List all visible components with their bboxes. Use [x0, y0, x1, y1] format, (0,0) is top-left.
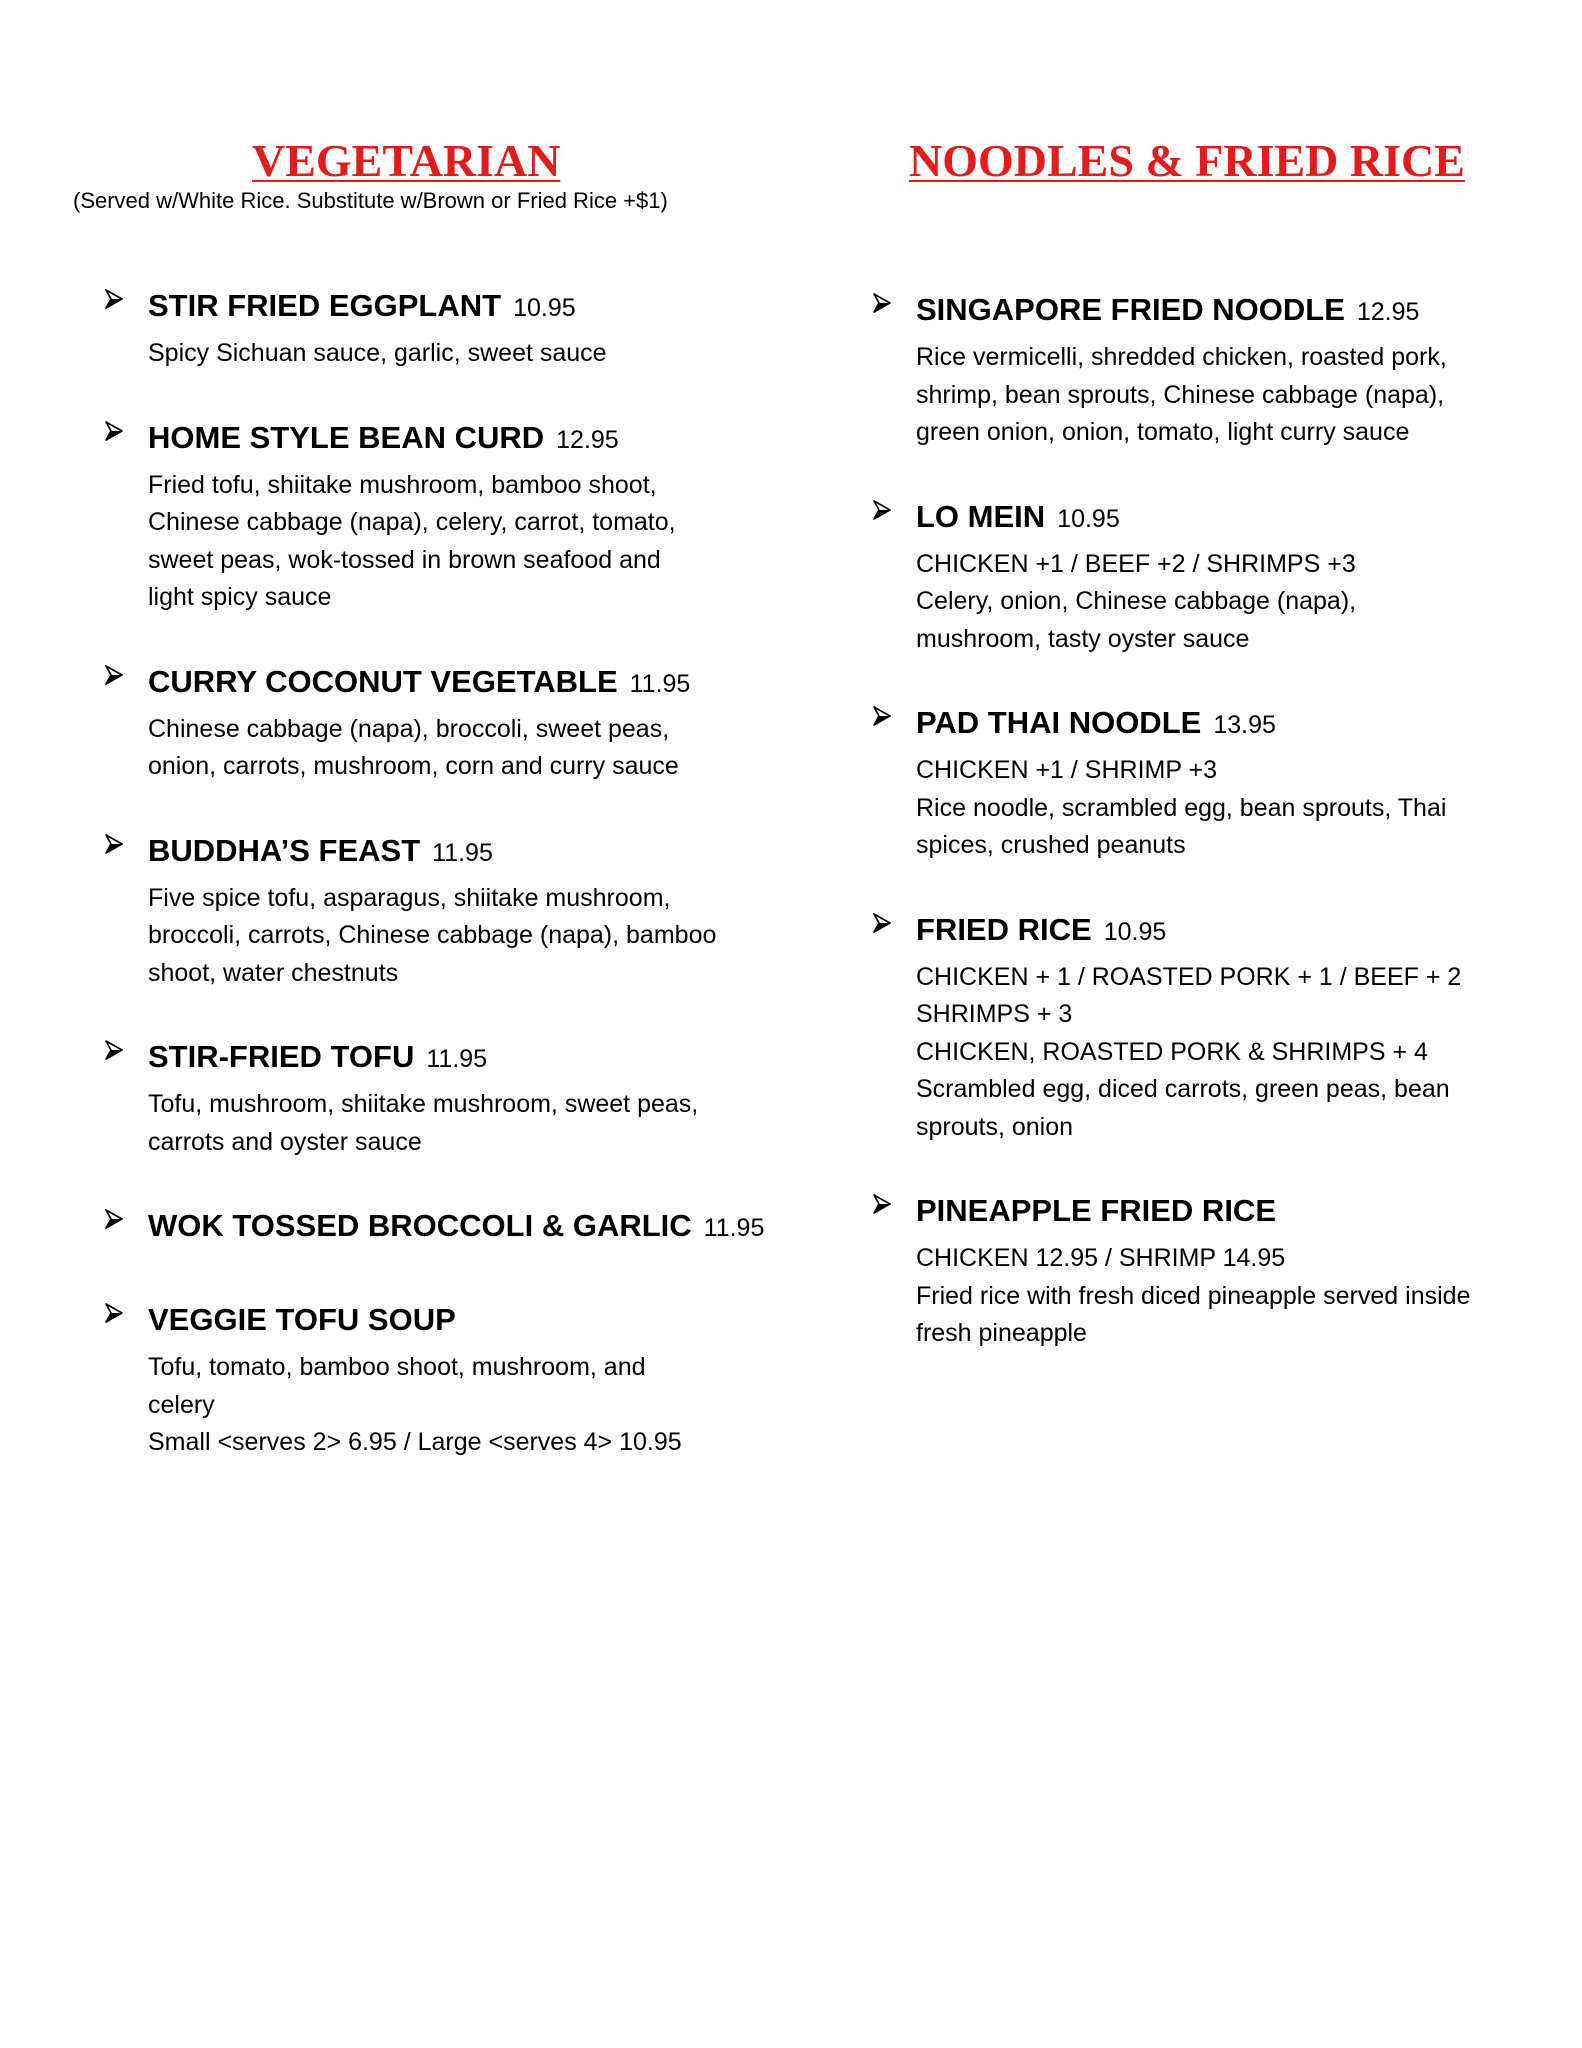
- menu-item-name: HOME STYLE BEAN CURD: [148, 419, 545, 455]
- menu-item-description-line: Fried tofu, shiitake mushroom, bamboo shoot,: [148, 470, 657, 499]
- menu-item-description-line: Small <serves 2> 6.95 / Large <serves 4> 10.95: [148, 1428, 682, 1456]
- menu-item-description-line: celery: [148, 1390, 215, 1419]
- menu-item-description-line: Fried rice with fresh diced pineapple served inside: [916, 1281, 1471, 1310]
- menu-item-description-line: Rice noodle, scrambled egg, bean sprouts, Thai: [916, 793, 1447, 822]
- menu-item-price: 10.95: [513, 294, 576, 322]
- menu-item-description-line: CHICKEN + 1 / ROASTED PORK + 1 / BEEF + 2: [916, 962, 1462, 991]
- menu-item: [102, 1203, 765, 1255]
- menu-item-description-line: CHICKEN 12.95 / SHRIMP 14.95: [916, 1244, 1286, 1272]
- menu-item-header: [148, 415, 742, 467]
- arrow-bullet-icon: [873, 499, 891, 521]
- menu-item-description-line: onion, carrots, mushroom, corn and curry sauce: [148, 752, 679, 780]
- arrow-bullet-icon: [105, 833, 123, 855]
- menu-item-description-line: green onion, onion, tomato, light curry sauce: [916, 418, 1410, 446]
- arrow-bullet-icon: [105, 664, 123, 686]
- menu-item-name: WOK TOSSED BROCCOLI & GARLIC: [148, 1208, 692, 1243]
- menu-item-price: 11.95: [629, 669, 691, 698]
- menu-item-price: 13.95: [1213, 711, 1276, 739]
- menu-item: [870, 287, 1510, 452]
- menu-item-header: [148, 283, 742, 335]
- menu-item-header: [148, 1034, 742, 1086]
- arrow-bullet-icon: [873, 1193, 891, 1215]
- menu-item-price: 12.95: [556, 425, 619, 454]
- menu-item-name: BUDDHA’S FEAST: [148, 832, 421, 868]
- arrow-bullet-icon: [105, 1039, 123, 1061]
- menu-item-description-line: Five spice tofu, asparagus, shiitake mushroom,: [148, 883, 671, 912]
- menu-item: [102, 1034, 742, 1161]
- menu-item-description-line: Tofu, mushroom, shiitake mushroom, sweet peas,: [148, 1090, 699, 1118]
- menu-item-header: [916, 700, 1510, 752]
- noodles-menu-list: [870, 287, 1510, 1395]
- menu-item-header: [148, 1297, 742, 1349]
- arrow-bullet-icon: [105, 1208, 123, 1230]
- menu-item-description-line: broccoli, carrots, Chinese cabbage (napa), bamboo: [148, 921, 717, 949]
- menu-item-description-line: CHICKEN +1 / SHRIMP +3: [916, 756, 1218, 784]
- menu-item-header: [916, 1188, 1510, 1240]
- menu-item: [102, 1297, 742, 1462]
- menu-item-description-line: CHICKEN +1 / BEEF +2 / SHRIMPS +3: [916, 549, 1356, 578]
- arrow-bullet-icon: [105, 288, 123, 310]
- menu-item: [870, 907, 1510, 1147]
- menu-item-name: CURRY COCONUT VEGETABLE: [148, 663, 618, 699]
- menu-item: [102, 415, 742, 617]
- menu-item-price: 10.95: [1057, 504, 1120, 533]
- menu-item-description-line: Chinese cabbage (napa), broccoli, sweet peas,: [148, 714, 670, 743]
- menu-item-description-line: carrots and oyster sauce: [148, 1127, 422, 1156]
- menu-item-name: LO MEIN: [916, 498, 1046, 534]
- menu-item-description-line: Scrambled egg, diced carrots, green peas, bean: [916, 1075, 1450, 1103]
- menu-item: [870, 1188, 1510, 1353]
- noodles-section-title: NOODLES & FRIED RICE: [909, 135, 1465, 186]
- menu-item-description-line: spices, crushed peanuts: [916, 831, 1186, 859]
- menu-item: [102, 283, 742, 373]
- menu-item-description-line: SHRIMPS + 3: [916, 1000, 1073, 1028]
- arrow-bullet-icon: [105, 1302, 123, 1324]
- menu-item-description-line: sprouts, onion: [916, 1112, 1074, 1141]
- menu-item: [102, 828, 742, 993]
- menu-item-price: 11.95: [426, 1045, 488, 1073]
- menu-item-header: [148, 1203, 765, 1255]
- menu-item-header: [916, 907, 1510, 959]
- menu-item: [870, 700, 1510, 865]
- arrow-bullet-icon: [873, 705, 891, 727]
- menu-item-price: 11.95: [703, 1214, 765, 1242]
- menu-item-description-line: Rice vermicelli, shredded chicken, roasted pork,: [916, 343, 1447, 371]
- arrow-bullet-icon: [873, 912, 891, 934]
- menu-item-description-line: Chinese cabbage (napa), celery, carrot, tomato,: [148, 508, 676, 536]
- menu-item-price: 11.95: [432, 838, 493, 867]
- vegetarian-menu-list: [102, 283, 765, 1504]
- menu-item-header: [916, 287, 1510, 339]
- menu-item-price: 12.95: [1356, 298, 1420, 326]
- menu-item-description-line: light spicy sauce: [148, 583, 332, 611]
- menu-item-description-line: mushroom, tasty oyster sauce: [916, 624, 1250, 653]
- menu-item-description-line: Spicy Sichuan sauce, garlic, sweet sauce: [148, 339, 607, 367]
- menu-item-price: 10.95: [1103, 917, 1167, 946]
- menu-item: [102, 659, 742, 786]
- menu-item-description-line: Celery, onion, Chinese cabbage (napa),: [916, 587, 1357, 615]
- menu-item-name: PAD THAI NOODLE: [916, 705, 1202, 740]
- menu-item-header: [148, 659, 742, 711]
- menu-item-header: [916, 494, 1510, 546]
- menu-item-description-line: shrimp, bean sprouts, Chinese cabbage (napa),: [916, 380, 1445, 409]
- menu-item-description-line: sweet peas, wok-tossed in brown seafood and: [148, 545, 661, 574]
- vegetarian-section-note: (Served w/White Rice. Substitute w/Brown or Fried Rice +$1): [73, 188, 668, 213]
- menu-item-header: [148, 828, 742, 880]
- menu-item-description-line: Tofu, tomato, bamboo shoot, mushroom, and: [148, 1353, 646, 1381]
- menu-item-name: FRIED RICE: [916, 911, 1092, 947]
- arrow-bullet-icon: [105, 420, 123, 442]
- menu-item-name: STIR FRIED EGGPLANT: [148, 288, 502, 323]
- menu-item-name: PINEAPPLE FRIED RICE: [916, 1193, 1276, 1228]
- vegetarian-section-title: VEGETARIAN: [252, 135, 561, 186]
- menu-item-name: SINGAPORE FRIED NOODLE: [916, 292, 1345, 327]
- menu-item-description-line: shoot, water chestnuts: [148, 958, 399, 987]
- arrow-bullet-icon: [873, 292, 891, 314]
- menu-item-description-line: CHICKEN, ROASTED PORK & SHRIMPS + 4: [916, 1037, 1428, 1066]
- menu-item: [870, 494, 1510, 659]
- menu-item-name: VEGGIE TOFU SOUP: [148, 1302, 456, 1337]
- menu-item-description-line: fresh pineapple: [916, 1319, 1087, 1347]
- menu-item-name: STIR-FRIED TOFU: [148, 1039, 415, 1074]
